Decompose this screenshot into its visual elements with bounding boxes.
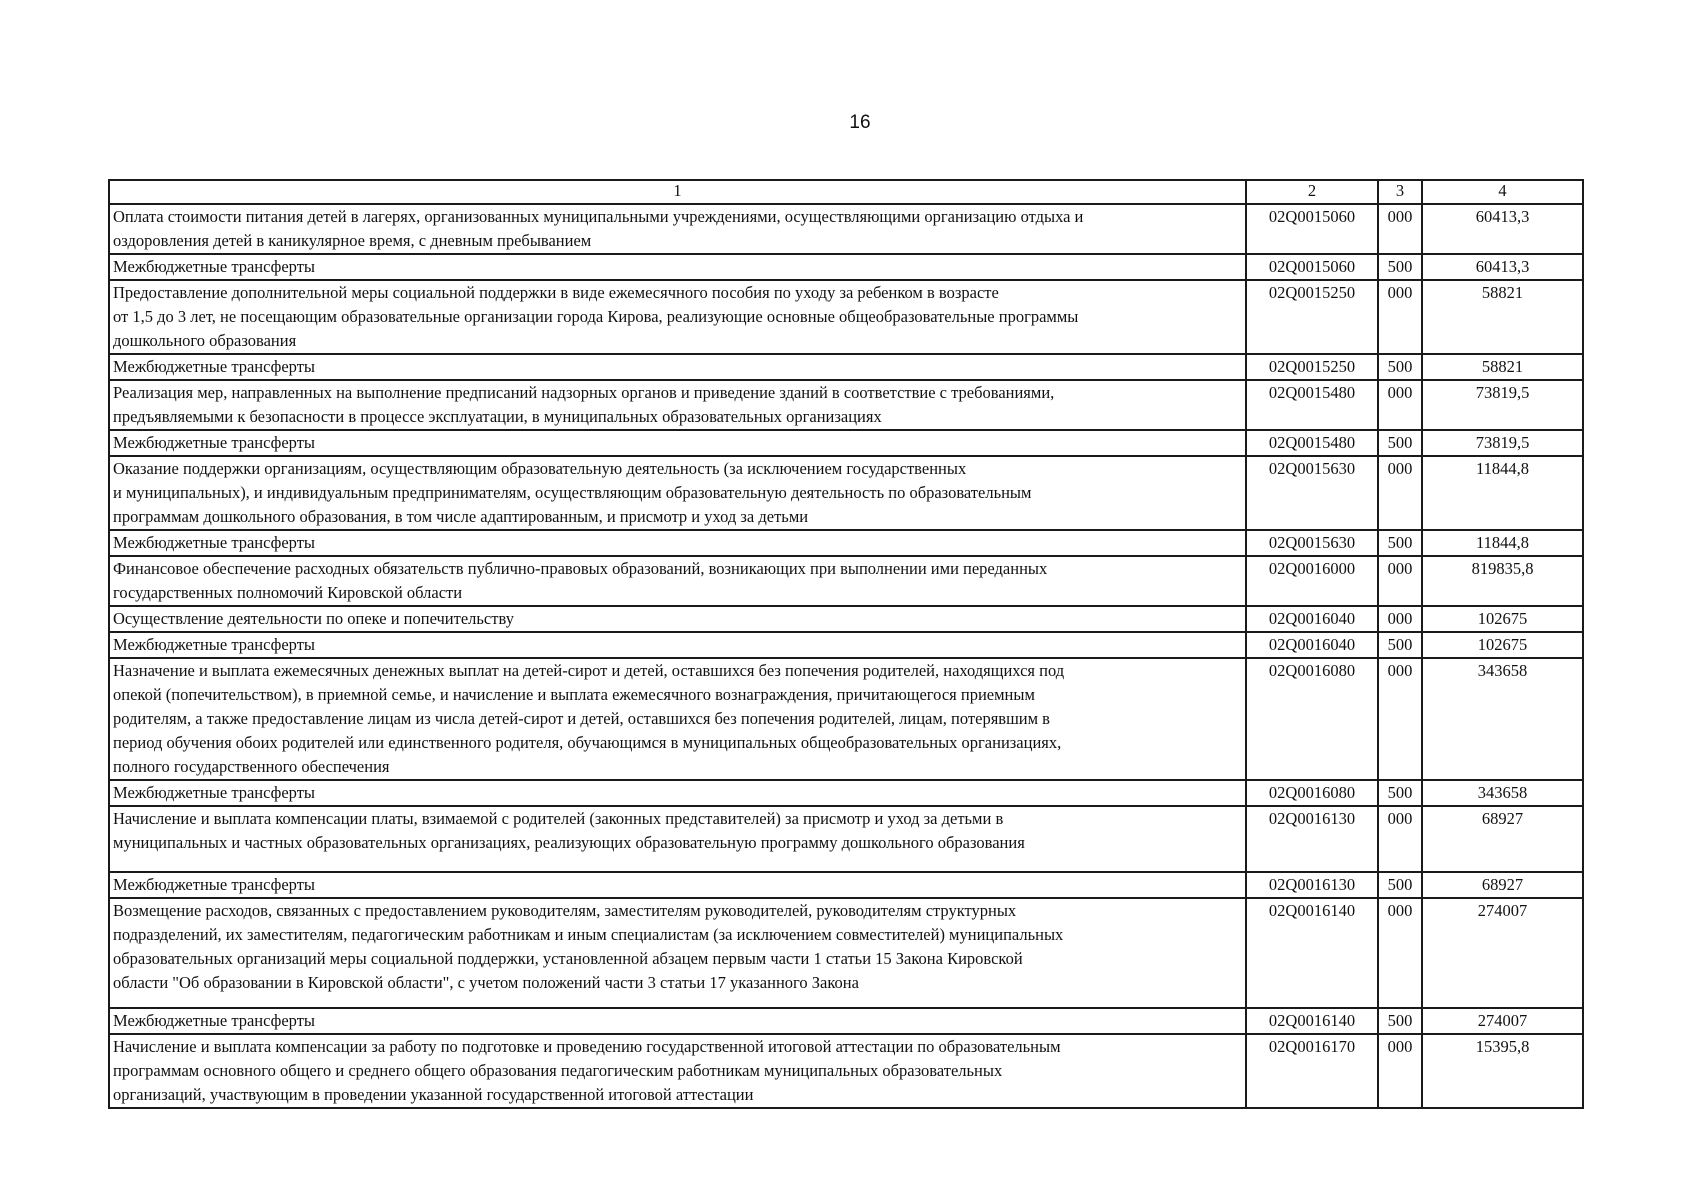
row-type-cell: 500 bbox=[1378, 430, 1422, 456]
table-body bbox=[109, 204, 1583, 1108]
row-code-cell: 02Q0016130 bbox=[1246, 806, 1378, 872]
table-row bbox=[109, 806, 1583, 872]
header-cell-1: 1 bbox=[109, 180, 1246, 204]
row-name-cell: Межбюджетные трансферты bbox=[109, 354, 1246, 380]
table-row bbox=[109, 1008, 1583, 1034]
row-type-cell: 000 bbox=[1378, 280, 1422, 354]
row-type-cell: 000 bbox=[1378, 898, 1422, 1008]
table-row bbox=[109, 1034, 1583, 1108]
table-row bbox=[109, 430, 1583, 456]
row-name-cell: Межбюджетные трансферты bbox=[109, 1008, 1246, 1034]
row-code-cell: 02Q0015630 bbox=[1246, 456, 1378, 530]
row-amount-cell: 73819,5 bbox=[1422, 430, 1583, 456]
row-name-cell: Межбюджетные трансферты bbox=[109, 632, 1246, 658]
row-code-cell: 02Q0015250 bbox=[1246, 280, 1378, 354]
row-type-cell: 000 bbox=[1378, 456, 1422, 530]
row-code-cell: 02Q0016130 bbox=[1246, 872, 1378, 898]
row-type-cell: 000 bbox=[1378, 1034, 1422, 1108]
row-amount-cell: 819835,8 bbox=[1422, 556, 1583, 606]
row-name-cell: Межбюджетные трансферты bbox=[109, 254, 1246, 280]
row-code-cell: 02Q0016080 bbox=[1246, 658, 1378, 780]
row-amount-cell: 11844,8 bbox=[1422, 530, 1583, 556]
row-name-cell: Межбюджетные трансферты bbox=[109, 530, 1246, 556]
row-type-cell: 000 bbox=[1378, 204, 1422, 254]
table-row bbox=[109, 632, 1583, 658]
table-row bbox=[109, 898, 1583, 1008]
row-type-cell: 500 bbox=[1378, 530, 1422, 556]
row-amount-cell: 15395,8 bbox=[1422, 1034, 1583, 1108]
row-type-cell: 500 bbox=[1378, 354, 1422, 380]
budget-table bbox=[108, 179, 1584, 1109]
row-name-cell: Оплата стоимости питания детей в лагерях, организованных муниципальными учреждениями, осуществляющими организацию отдыха и оздоровления детей в каникулярное время, с дневным пребыванием bbox=[109, 204, 1246, 254]
table-row bbox=[109, 380, 1583, 430]
table-row bbox=[109, 204, 1583, 254]
row-amount-cell: 58821 bbox=[1422, 354, 1583, 380]
row-code-cell: 02Q0016040 bbox=[1246, 606, 1378, 632]
table-row bbox=[109, 658, 1583, 780]
row-name-cell: Осуществление деятельности по опеке и попечительству bbox=[109, 606, 1246, 632]
row-name-cell: Начисление и выплата компенсации платы, взимаемой с родителей (законных представителей) за присмотр и уход за детьми в муниципальных и частных образовательных организациях, реализующих образовательную программу дошкольного образования bbox=[109, 806, 1246, 872]
row-code-cell: 02Q0016140 bbox=[1246, 1008, 1378, 1034]
row-type-cell: 000 bbox=[1378, 606, 1422, 632]
table-row bbox=[109, 456, 1583, 530]
row-name-cell: Реализация мер, направленных на выполнение предписаний надзорных органов и приведение зданий в соответствие с требованиями, предъявляемыми к безопасности в процессе эксплуатации, в муниципальных образовательных организациях bbox=[109, 380, 1246, 430]
table-row bbox=[109, 872, 1583, 898]
row-type-cell: 500 bbox=[1378, 254, 1422, 280]
row-code-cell: 02Q0016080 bbox=[1246, 780, 1378, 806]
row-name-cell: Финансовое обеспечение расходных обязательств публично-правовых образований, возникающих при выполнении ими переданных государственных полномочий Кировской области bbox=[109, 556, 1246, 606]
row-type-cell: 500 bbox=[1378, 632, 1422, 658]
row-type-cell: 000 bbox=[1378, 806, 1422, 872]
table-row bbox=[109, 280, 1583, 354]
row-name-cell: Межбюджетные трансферты bbox=[109, 780, 1246, 806]
row-code-cell: 02Q0015250 bbox=[1246, 354, 1378, 380]
table-row bbox=[109, 354, 1583, 380]
row-amount-cell: 68927 bbox=[1422, 872, 1583, 898]
row-code-cell: 02Q0016040 bbox=[1246, 632, 1378, 658]
row-name-cell: Возмещение расходов, связанных с предоставлением руководителям, заместителям руководителей, руководителям структурных подразделений, их заместителям, педагогическим работникам и иным специалистам (за исключением совместителей) муниципальных образовательных организаций меры социальной поддержки, установленной абзацем первым части 1 статьи 15 Закона Кировской области "Об образовании в Кировской области", с учетом положений части 3 статьи 17 указанного Закона bbox=[109, 898, 1246, 1008]
row-amount-cell: 60413,3 bbox=[1422, 254, 1583, 280]
row-name-cell: Начисление и выплата компенсации за работу по подготовке и проведению государственной итоговой аттестации по образовательным программам основного общего и среднего общего образования педагогическим работникам муниципальных образовательных организаций, участвующим в проведении указанной государственной итоговой аттестации bbox=[109, 1034, 1246, 1108]
row-name-cell: Межбюджетные трансферты bbox=[109, 430, 1246, 456]
header-row bbox=[109, 180, 1583, 204]
row-amount-cell: 343658 bbox=[1422, 780, 1583, 806]
row-type-cell: 000 bbox=[1378, 556, 1422, 606]
row-amount-cell: 60413,3 bbox=[1422, 204, 1583, 254]
row-code-cell: 02Q0015630 bbox=[1246, 530, 1378, 556]
row-code-cell: 02Q0015060 bbox=[1246, 204, 1378, 254]
table-row bbox=[109, 556, 1583, 606]
row-code-cell: 02Q0015480 bbox=[1246, 380, 1378, 430]
row-amount-cell: 58821 bbox=[1422, 280, 1583, 354]
table-row bbox=[109, 254, 1583, 280]
row-amount-cell: 274007 bbox=[1422, 898, 1583, 1008]
table-row bbox=[109, 606, 1583, 632]
table-row bbox=[109, 780, 1583, 806]
row-amount-cell: 11844,8 bbox=[1422, 456, 1583, 530]
row-name-cell: Назначение и выплата ежемесячных денежных выплат на детей-сирот и детей, оставшихся без попечения родителей, находящихся под опекой (попечительством), в приемной семье, и начисление и выплата ежемесячного вознаграждения, причитающегося приемным родителям, а также предоставление лицам из числа детей-сирот и детей, оставшихся без попечения родителей, лицам, потерявшим в период обучения обоих родителей или единственного родителя, обучающимся в муниципальных общеобразовательных организациях, полного государственного обеспечения bbox=[109, 658, 1246, 780]
row-code-cell: 02Q0015480 bbox=[1246, 430, 1378, 456]
row-code-cell: 02Q0016170 bbox=[1246, 1034, 1378, 1108]
row-type-cell: 500 bbox=[1378, 1008, 1422, 1034]
row-type-cell: 500 bbox=[1378, 780, 1422, 806]
header-cell-4: 4 bbox=[1422, 180, 1583, 204]
row-amount-cell: 343658 bbox=[1422, 658, 1583, 780]
row-code-cell: 02Q0015060 bbox=[1246, 254, 1378, 280]
header-cell-3: 3 bbox=[1378, 180, 1422, 204]
row-name-cell: Оказание поддержки организациям, осуществляющим образовательную деятельность (за исключением государственных и муниципальных), и индивидуальным предпринимателям, осуществляющим образовательную деятельность по образовательным программам дошкольного образования, в том числе адаптированным, и присмотр и уход за детьми bbox=[109, 456, 1246, 530]
row-name-cell: Предоставление дополнительной меры социальной поддержки в виде ежемесячного пособия по уходу за ребенком в возрасте от 1,5 до 3 лет, не посещающим образовательные организации города Кирова, реализующие основные общеобразовательные программы дошкольного образования bbox=[109, 280, 1246, 354]
row-type-cell: 000 bbox=[1378, 658, 1422, 780]
row-code-cell: 02Q0016000 bbox=[1246, 556, 1378, 606]
row-amount-cell: 102675 bbox=[1422, 632, 1583, 658]
row-amount-cell: 274007 bbox=[1422, 1008, 1583, 1034]
row-type-cell: 500 bbox=[1378, 872, 1422, 898]
row-name-cell: Межбюджетные трансферты bbox=[109, 872, 1246, 898]
row-amount-cell: 102675 bbox=[1422, 606, 1583, 632]
row-amount-cell: 73819,5 bbox=[1422, 380, 1583, 430]
row-amount-cell: 68927 bbox=[1422, 806, 1583, 872]
row-code-cell: 02Q0016140 bbox=[1246, 898, 1378, 1008]
row-type-cell: 000 bbox=[1378, 380, 1422, 430]
header-cell-2: 2 bbox=[1246, 180, 1378, 204]
table-row bbox=[109, 530, 1583, 556]
page-number: 16 bbox=[849, 112, 871, 133]
